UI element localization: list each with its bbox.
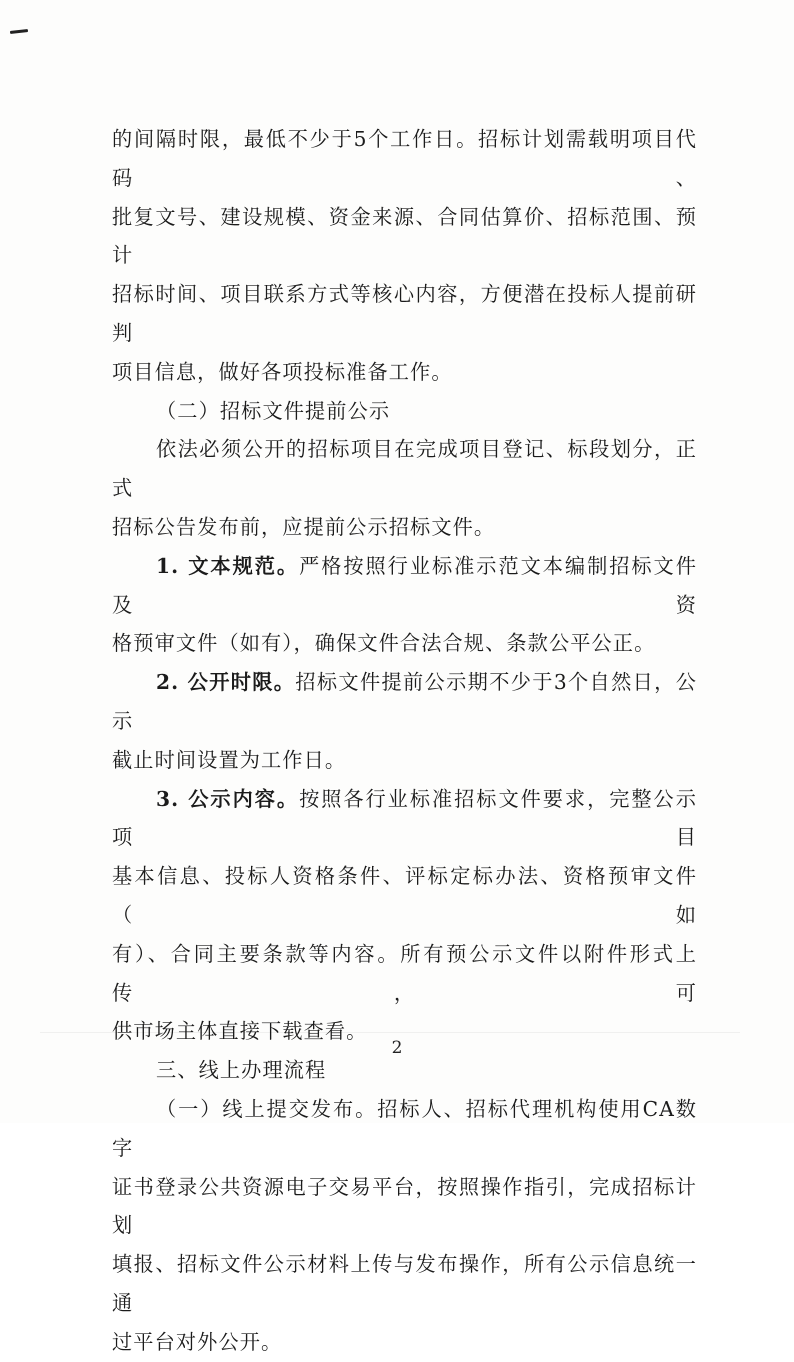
text-line: 基本信息、投标人资格条件、评标定标办法、资格预审文件（如 [112, 864, 697, 927]
item-text-standard [112, 547, 697, 663]
item-publicity-content [112, 780, 697, 1052]
text-line: 格预审文件（如有），确保文件合法合规、条款公平公正。 [112, 631, 656, 656]
text-line: （一）线上提交发布。招标人、招标代理机构使用CA数字 [112, 1096, 697, 1160]
page-number: 2 [391, 1038, 403, 1058]
item-text: 按照各行业标准招标文件要求，完整公示项目 [112, 786, 697, 850]
item-publicity-period [112, 663, 697, 779]
text-line: 证书登录公共资源电子交易平台，按照操作指引，完成招标计划 [112, 1174, 697, 1238]
text-line: 的间隔时限，最低不少于5个工作日。招标计划需载明项目代码、 [112, 127, 697, 190]
section-heading-online-process: 三、线上办理流程 [156, 1058, 327, 1083]
text-line: 过平台对外公开。 [112, 1329, 283, 1354]
item-heading: 1. 文本规范。 [156, 553, 300, 578]
paragraph-online-submission [112, 1090, 697, 1362]
scan-artifact-rule [40, 1032, 740, 1033]
item-heading: 3. 公示内容。 [156, 786, 300, 811]
text-line: 项目信息，做好各项投标准备工作。 [112, 359, 453, 384]
text-line: 批复文号、建设规模、资金来源、合同估算价、招标范围、预计 [112, 204, 697, 268]
text-line: 招标时间、项目联系方式等核心内容，方便潜在投标人提前研判 [112, 282, 697, 345]
paragraph-publicity-intro [112, 430, 697, 546]
scan-artifact-mark [10, 29, 28, 34]
section-heading-tender-documents-publicity: （二）招标文件提前公示 [156, 398, 391, 423]
item-text: 招标文件提前公示期不少于3个自然日，公示 [112, 670, 698, 733]
bleed-through-artifact [470, 78, 750, 118]
item-heading: 2. 公开时限。 [156, 670, 296, 695]
text-line: 招标公告发布前，应提前公示招标文件。 [112, 514, 496, 539]
text-line: 有）、合同主要条款等内容。所有预公示文件以附件形式上传，可 [112, 941, 697, 1005]
text-line [112, 547, 697, 625]
document-body [112, 120, 697, 1362]
paragraph-bid-plan-continued [112, 120, 697, 392]
item-text: 严格按照行业标准示范文本编制招标文件及资 [112, 553, 697, 617]
text-line: 供市场主体直接下载查看。 [112, 1019, 368, 1044]
text-line: 截止时间设置为工作日。 [112, 747, 347, 772]
text-line [112, 663, 697, 741]
text-line: 填报、招标文件公示材料上传与发布操作，所有公示信息统一通 [112, 1252, 697, 1315]
text-line: 依法必须公开的招标项目在完成项目登记、标段划分，正式 [112, 437, 697, 501]
text-line [112, 780, 697, 858]
